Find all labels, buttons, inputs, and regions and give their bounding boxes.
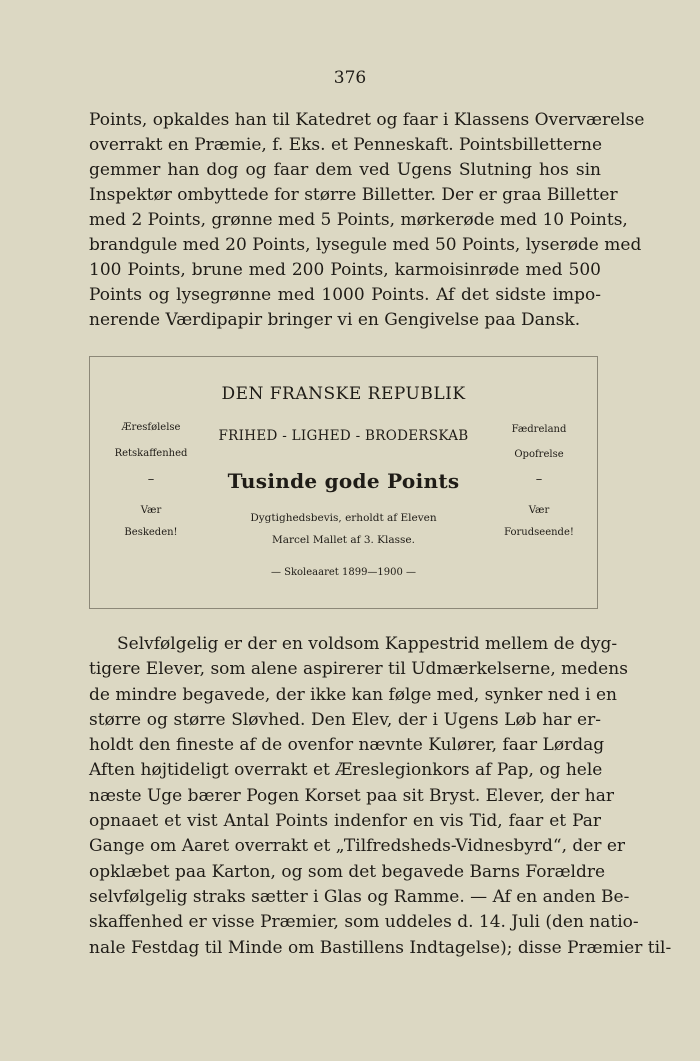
certificate-headline: Tusinde gode Points (227, 469, 460, 493)
text-line: nale Festdag til Minde om Bastillens Indtagelse); disse Præmier til- (89, 937, 672, 958)
text-line: Aften højtideligt overrakt et Æreslegionkors af Pap, og hele (89, 760, 603, 781)
right-virtue: Vær (528, 505, 550, 516)
text-line: opnaaet et vist Antal Points indenfor en vis Tid, faar et Par (89, 811, 601, 832)
paragraph-2 (89, 632, 672, 961)
left-virtue: Vær (140, 505, 162, 516)
text-line: Points og lysegrønne med 1000 Points. Af det sidste impo- (89, 285, 601, 305)
certificate-text: Dygtighedsbevis, erholdt af Eleven (250, 512, 437, 524)
certificate-border-top (89, 356, 598, 357)
left-dash: – (147, 472, 155, 487)
text-line: de mindre begavede, der ikke kan følge med, synker ned i en (89, 684, 617, 705)
text-line: skaffenhed er visse Præmier, som uddeles d. 14. Juli (den natio- (89, 912, 639, 933)
right-virtue: Opofrelse (514, 449, 564, 460)
text-line: nerende Værdipapir bringer vi en Gengivelse paa Dansk. (89, 310, 581, 330)
page-number: 376 (333, 68, 367, 88)
text-line: Selvfølgelig er der en voldsom Kappestrid mellem de dyg- (117, 634, 618, 654)
text-line: Points, opkaldes han til Katedret og faar i Klassens Overværelse (89, 110, 645, 130)
text-line: større og større Sløvhed. Den Elev, der i Ugens Løb har er- (89, 709, 601, 730)
text-line: næste Uge bærer Pogen Korset paa sit Bryst. Elever, der har (89, 785, 614, 806)
certificate-border-bottom (89, 608, 598, 609)
text-line: gemmer han dog og faar dem ved Ugens Slutning hos sin (89, 160, 601, 180)
left-virtue: Beskeden! (124, 527, 178, 538)
text-line: Inspektør ombyttede for større Billetter. Der er graa Billetter (89, 185, 618, 205)
paragraph-1 (89, 108, 645, 333)
text-line: selvfølgelig straks sætter i Glas og Ramme. — Af en anden Be- (89, 886, 630, 907)
text-line: opklæbet paa Karton, og som det begavede Barns Forældre (89, 861, 606, 882)
text-line: Gange om Aaret overrakt et „Tilfredsheds-Vidnesbyrd“, der er (89, 836, 626, 857)
left-virtue: Æresfølelse (121, 422, 181, 433)
right-virtue: Fædreland (511, 424, 567, 435)
right-dash: – (535, 472, 543, 487)
certificate-year: — Skoleaaret 1899—1900 — (270, 567, 417, 578)
right-virtue: Forudseende! (504, 527, 574, 538)
text-line: brandgule med 20 Points, lysegule med 50 Points, lyserøde med (89, 235, 642, 255)
certificate-motto: FRIHED - LIGHED - BRODERSKAB (218, 428, 469, 444)
text-line: holdt den fineste af de ovenfor nævnte Kulører, faar Lørdag (89, 735, 605, 756)
text-line: overrakt en Præmie, f. Eks. et Penneskaft. Pointsbilletterne (89, 135, 603, 155)
points-certificate (89, 352, 598, 610)
text-line: 100 Points, brune med 200 Points, karmoisinrøde med 500 (89, 260, 601, 280)
text-line: tigere Elever, som alene aspirerer til Udmærkelserne, medens (89, 659, 628, 680)
text-line: med 2 Points, grønne med 5 Points, mørkerøde med 10 Points, (89, 210, 628, 230)
certificate-pupil: Marcel Mallet af 3. Klasse. (272, 534, 415, 546)
certificate-title: DEN FRANSKE REPUBLIK (221, 384, 466, 404)
left-virtue: Retskaffenhed (114, 448, 188, 459)
